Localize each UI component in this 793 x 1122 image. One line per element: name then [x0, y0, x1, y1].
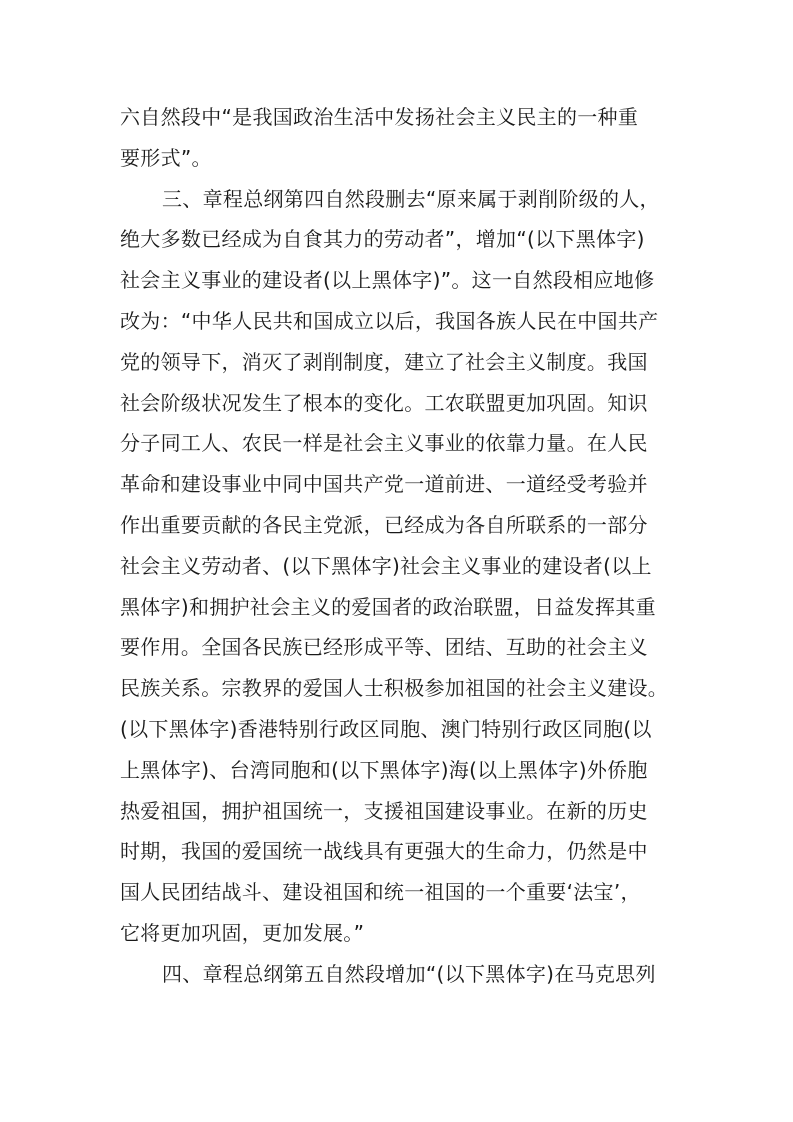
text-line: 党的领导下，消灭了剥削制度，建立了社会主义制度。我国 [120, 349, 648, 374]
text-line: (以下黑体字)香港特别行政区同胞、澳门特别行政区同胞(以 [120, 716, 652, 741]
text-line: 绝大多数已经成为自食其力的劳动者”，增加“(以下黑体字) [120, 227, 645, 252]
text-line: 社会主义事业的建设者(以上黑体字)”。这一自然段相应地修 [120, 268, 655, 293]
text-line: 它将更加巩固，更加发展。” [120, 920, 365, 945]
text-line: 民族关系。宗教界的爱国人士积极参加祖国的社会主义建设。 [120, 676, 669, 701]
text-line: 要作用。全国各民族已经形成平等、团结、互助的社会主义 [120, 635, 648, 660]
text-line: 改为：“中华人民共和国成立以后，我国各族人民在中国共产 [120, 308, 659, 333]
text-line: 国人民团结战斗、建设祖国和统一祖国的一个重要‘法宝’， [120, 880, 641, 905]
text-line: 黑体字)和拥护社会主义的爱国者的政治联盟，日益发挥其重 [120, 594, 656, 619]
text-line: 四、章程总纲第五自然段增加“(以下黑体字)在马克思列 [162, 961, 656, 986]
text-line: 六自然段中“是我国政治生活中发扬社会主义民主的一种重 [120, 105, 639, 129]
text-line: 三、章程总纲第四自然段删去“原来属于剥削阶级的人， [162, 186, 660, 211]
text-line: 时期，我国的爱国统一战线具有更强大的生命力，仍然是中 [120, 839, 648, 864]
document-body [120, 97, 680, 995]
text-line: 要形式”。 [120, 145, 212, 170]
text-line: 分子同工人、农民一样是社会主义事业的依靠力量。在人民 [120, 431, 648, 456]
text-line: 革命和建设事业中同中国共产党一道前进、一道经受考验并 [120, 472, 648, 497]
text-line: 上黑体字)、台湾同胞和(以下黑体字)海(以上黑体字)外侨胞 [120, 757, 648, 782]
text-line: 社会阶级状况发生了根本的变化。工农联盟更加巩固。知识 [120, 390, 648, 415]
text-line: 热爱祖国，拥护祖国统一，支援祖国建设事业。在新的历史 [120, 798, 648, 823]
text-line: 作出重要贡献的各民主党派，已经成为各自所联系的一部分 [120, 512, 648, 537]
text-line: 社会主义劳动者、(以下黑体字)社会主义事业的建设者(以上 [120, 553, 652, 578]
